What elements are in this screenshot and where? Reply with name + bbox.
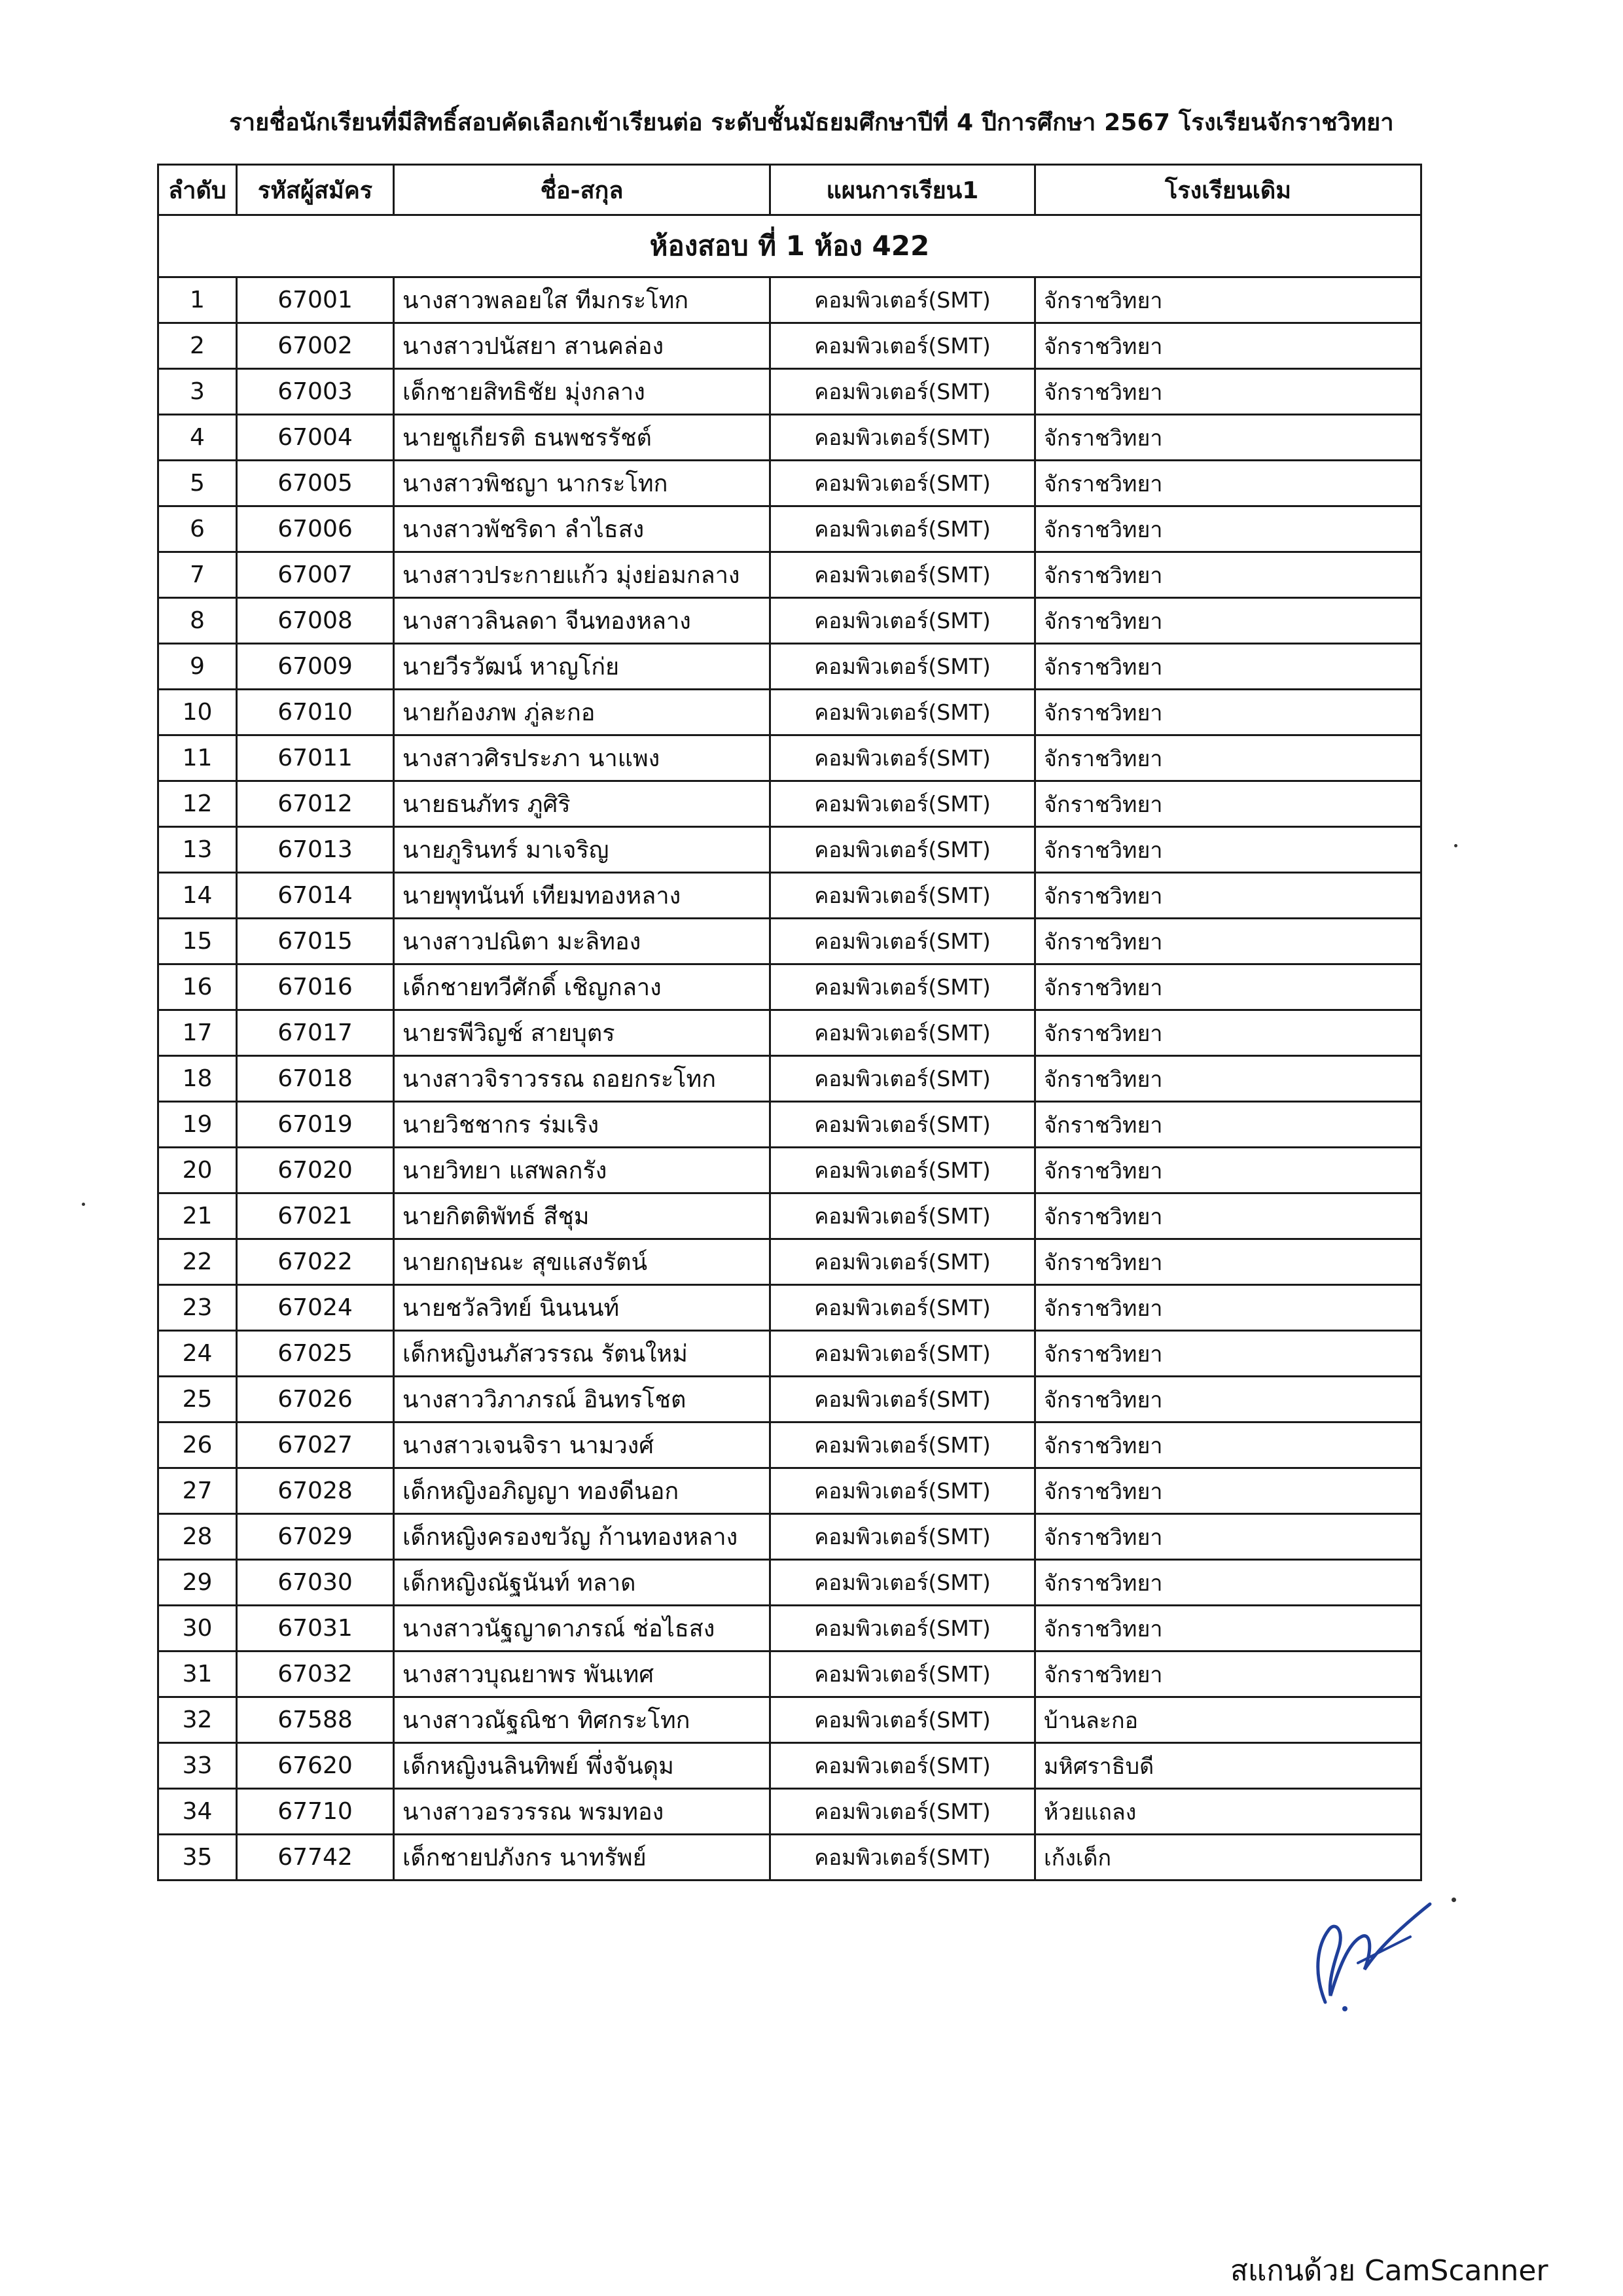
cell-plan: คอมพิวเตอร์(SMT) [770, 1377, 1035, 1422]
cell-code: 67029 [237, 1514, 394, 1560]
cell-school: จักราชวิทยา [1035, 919, 1421, 964]
cell-no: 15 [158, 919, 237, 964]
cell-name: เด็กหญิงอภิญญา ทองดีนอก [394, 1468, 770, 1514]
cell-school: จักราชวิทยา [1035, 827, 1421, 873]
cell-name: นายธนภัทร ภูศิริ [394, 781, 770, 827]
cell-no: 35 [158, 1835, 237, 1881]
table-row [158, 644, 1421, 690]
cell-code: 67027 [237, 1422, 394, 1468]
cell-code: 67025 [237, 1331, 394, 1377]
cell-school: จักราชวิทยา [1035, 1377, 1421, 1422]
cell-name: นายรพีวิญช์ สายบุตร [394, 1010, 770, 1056]
cell-code: 67588 [237, 1697, 394, 1743]
cell-plan: คอมพิวเตอร์(SMT) [770, 506, 1035, 552]
cell-school: จักราชวิทยา [1035, 1514, 1421, 1560]
cell-name: นางสาวพลอยใส ทีมกระโทก [394, 277, 770, 323]
cell-code: 67032 [237, 1651, 394, 1697]
table-row [158, 277, 1421, 323]
cell-code: 67016 [237, 964, 394, 1010]
cell-school: จักราชวิทยา [1035, 323, 1421, 369]
cell-plan: คอมพิวเตอร์(SMT) [770, 598, 1035, 644]
scan-speck [1452, 1898, 1456, 1902]
cell-code: 67013 [237, 827, 394, 873]
cell-name: นางสาวปนัสยา สานคล่อง [394, 323, 770, 369]
cell-school: จักราชวิทยา [1035, 1606, 1421, 1651]
table-row [158, 690, 1421, 735]
cell-name: นายกฤษณะ สุขแสงรัตน์ [394, 1239, 770, 1285]
cell-name: เด็กชายทวีศักดิ์ เชิญกลาง [394, 964, 770, 1010]
cell-code: 67012 [237, 781, 394, 827]
cell-no: 6 [158, 506, 237, 552]
cell-plan: คอมพิวเตอร์(SMT) [770, 690, 1035, 735]
cell-no: 13 [158, 827, 237, 873]
cell-name: เด็กหญิงครองขวัญ ก้านทองหลาง [394, 1514, 770, 1560]
table-row [158, 415, 1421, 461]
cell-school: จักราชวิทยา [1035, 1010, 1421, 1056]
cell-name: นายก้องภพ ภู่ละกอ [394, 690, 770, 735]
cell-no: 23 [158, 1285, 237, 1331]
header-row [158, 165, 1421, 215]
cell-no: 21 [158, 1193, 237, 1239]
cell-school: จักราชวิทยา [1035, 1331, 1421, 1377]
cell-plan: คอมพิวเตอร์(SMT) [770, 1651, 1035, 1697]
table-row [158, 461, 1421, 506]
cell-no: 12 [158, 781, 237, 827]
cell-plan: คอมพิวเตอร์(SMT) [770, 1239, 1035, 1285]
table-body [158, 277, 1421, 1881]
table-row [158, 873, 1421, 919]
cell-plan: คอมพิวเตอร์(SMT) [770, 461, 1035, 506]
cell-code: 67028 [237, 1468, 394, 1514]
cell-code: 67007 [237, 552, 394, 598]
cell-school: จักราชวิทยา [1035, 1193, 1421, 1239]
cell-name: นางสาวประกายแก้ว มุ่งย่อมกลาง [394, 552, 770, 598]
cell-plan: คอมพิวเตอร์(SMT) [770, 1010, 1035, 1056]
cell-plan: คอมพิวเตอร์(SMT) [770, 735, 1035, 781]
cell-school: จักราชวิทยา [1035, 1056, 1421, 1102]
table-row [158, 1560, 1421, 1606]
student-roster-table [157, 164, 1422, 1881]
cell-no: 11 [158, 735, 237, 781]
table-row [158, 1468, 1421, 1514]
cell-no: 16 [158, 964, 237, 1010]
room-row [158, 215, 1421, 277]
cell-school: จักราชวิทยา [1035, 277, 1421, 323]
cell-name: นายชวัลวิทย์ นินนนท์ [394, 1285, 770, 1331]
cell-name: นายวิทยา แสพลกรัง [394, 1148, 770, 1193]
cell-code: 67026 [237, 1377, 394, 1422]
cell-name: นายวีรวัฒน์ หาญโก่ย [394, 644, 770, 690]
table-row [158, 781, 1421, 827]
cell-no: 27 [158, 1468, 237, 1514]
cell-code: 67006 [237, 506, 394, 552]
cell-code: 67031 [237, 1606, 394, 1651]
cell-plan: คอมพิวเตอร์(SMT) [770, 1422, 1035, 1468]
cell-code: 67022 [237, 1239, 394, 1285]
cell-code: 67015 [237, 919, 394, 964]
cell-code: 67620 [237, 1743, 394, 1789]
document-title: รายชื่อนักเรียนที่มีสิทธิ์สอบคัดเลือกเข้าเรียนต่อ ระดับชั้นมัธยมศึกษาปีที่ 4 ปีการศึกษา 2567 โรงเรียนจักราชวิทยา [229, 109, 1394, 136]
cell-code: 67018 [237, 1056, 394, 1102]
cell-no: 1 [158, 277, 237, 323]
table-row [158, 1651, 1421, 1697]
cell-code: 67001 [237, 277, 394, 323]
cell-no: 30 [158, 1606, 237, 1651]
column-header-school: โรงเรียนเดิม [1035, 165, 1421, 215]
cell-no: 25 [158, 1377, 237, 1422]
cell-school: จักราชวิทยา [1035, 1422, 1421, 1468]
cell-school: จักราชวิทยา [1035, 369, 1421, 415]
cell-name: นายวิชชากร ร่มเริง [394, 1102, 770, 1148]
table-row [158, 1743, 1421, 1789]
cell-plan: คอมพิวเตอร์(SMT) [770, 1789, 1035, 1835]
cell-plan: คอมพิวเตอร์(SMT) [770, 873, 1035, 919]
cell-name: นายชูเกียรติ ธนพชรรัชต์ [394, 415, 770, 461]
cell-code: 67030 [237, 1560, 394, 1606]
cell-school: จักราชวิทยา [1035, 1285, 1421, 1331]
cell-plan: คอมพิวเตอร์(SMT) [770, 964, 1035, 1010]
table-row [158, 1056, 1421, 1102]
cell-no: 17 [158, 1010, 237, 1056]
cell-no: 7 [158, 552, 237, 598]
cell-school: จักราชวิทยา [1035, 598, 1421, 644]
cell-school: จักราชวิทยา [1035, 735, 1421, 781]
cell-plan: คอมพิวเตอร์(SMT) [770, 1606, 1035, 1651]
cell-no: 29 [158, 1560, 237, 1606]
cell-name: นางสาวพิชญา นากระโทก [394, 461, 770, 506]
cell-plan: คอมพิวเตอร์(SMT) [770, 552, 1035, 598]
cell-no: 32 [158, 1697, 237, 1743]
table-row [158, 827, 1421, 873]
cell-no: 22 [158, 1239, 237, 1285]
cell-no: 31 [158, 1651, 237, 1697]
cell-name: นางสาวอรวรรณ พรมทอง [394, 1789, 770, 1835]
cell-code: 67009 [237, 644, 394, 690]
cell-plan: คอมพิวเตอร์(SMT) [770, 1835, 1035, 1881]
cell-code: 67021 [237, 1193, 394, 1239]
cell-plan: คอมพิวเตอร์(SMT) [770, 1468, 1035, 1514]
table-row [158, 1697, 1421, 1743]
cell-school: บ้านละกอ [1035, 1697, 1421, 1743]
cell-school: จักราชวิทยา [1035, 873, 1421, 919]
cell-school: จักราชวิทยา [1035, 1468, 1421, 1514]
cell-no: 2 [158, 323, 237, 369]
table-row [158, 1514, 1421, 1560]
cell-plan: คอมพิวเตอร์(SMT) [770, 781, 1035, 827]
cell-name: เด็กชายปภังกร นาทรัพย์ [394, 1835, 770, 1881]
cell-plan: คอมพิวเตอร์(SMT) [770, 1697, 1035, 1743]
table-row [158, 1835, 1421, 1881]
cell-school: จักราชวิทยา [1035, 644, 1421, 690]
cell-name: นางสาวลินลดา จีนทองหลาง [394, 598, 770, 644]
cell-name: เด็กหญิงณัฐนันท์ ทลาด [394, 1560, 770, 1606]
cell-school: จักราชวิทยา [1035, 1651, 1421, 1697]
cell-plan: คอมพิวเตอร์(SMT) [770, 644, 1035, 690]
cell-plan: คอมพิวเตอร์(SMT) [770, 1514, 1035, 1560]
scanner-watermark: สแกนด้วย CamScanner [1230, 2254, 1548, 2287]
cell-name: นางสาวจิราวรรณ ถอยกระโทก [394, 1056, 770, 1102]
cell-name: นางสาวณัฐณิชา ทิศกระโทก [394, 1697, 770, 1743]
cell-code: 67014 [237, 873, 394, 919]
cell-name: นายภูรินทร์ มาเจริญ [394, 827, 770, 873]
cell-school: จักราชวิทยา [1035, 552, 1421, 598]
table-row [158, 1331, 1421, 1377]
cell-school: จักราชวิทยา [1035, 1560, 1421, 1606]
table-row [158, 1789, 1421, 1835]
table-row [158, 1422, 1421, 1468]
table-row [158, 1285, 1421, 1331]
cell-plan: คอมพิวเตอร์(SMT) [770, 827, 1035, 873]
column-header-no: ลำดับ [158, 165, 237, 215]
cell-code: 67017 [237, 1010, 394, 1056]
column-header-name: ชื่อ-สกุล [394, 165, 770, 215]
cell-no: 33 [158, 1743, 237, 1789]
cell-school: จักราชวิทยา [1035, 781, 1421, 827]
cell-plan: คอมพิวเตอร์(SMT) [770, 1743, 1035, 1789]
cell-name: นางสาวปณิตา มะลิทอง [394, 919, 770, 964]
cell-plan: คอมพิวเตอร์(SMT) [770, 1560, 1035, 1606]
cell-code: 67710 [237, 1789, 394, 1835]
cell-no: 19 [158, 1102, 237, 1148]
cell-code: 67019 [237, 1102, 394, 1148]
cell-school: จักราชวิทยา [1035, 415, 1421, 461]
cell-plan: คอมพิวเตอร์(SMT) [770, 1148, 1035, 1193]
table-row [158, 369, 1421, 415]
cell-code: 67010 [237, 690, 394, 735]
cell-no: 34 [158, 1789, 237, 1835]
cell-no: 18 [158, 1056, 237, 1102]
column-header-code: รหัสผู้สมัคร [237, 165, 394, 215]
cell-code: 67005 [237, 461, 394, 506]
cell-plan: คอมพิวเตอร์(SMT) [770, 1102, 1035, 1148]
cell-name: นางสาวนัฐญาดาภรณ์ ช่อไธสง [394, 1606, 770, 1651]
cell-plan: คอมพิวเตอร์(SMT) [770, 919, 1035, 964]
cell-plan: คอมพิวเตอร์(SMT) [770, 415, 1035, 461]
table-row [158, 1239, 1421, 1285]
room-heading: ห้องสอบ ที่ 1 ห้อง 422 [158, 215, 1421, 277]
cell-code: 67002 [237, 323, 394, 369]
cell-code: 67024 [237, 1285, 394, 1331]
cell-name: นายพุทนันท์ เทียมทองหลาง [394, 873, 770, 919]
cell-name: นายกิตติพัทธ์ สีชุม [394, 1193, 770, 1239]
cell-school: จักราชวิทยา [1035, 1102, 1421, 1148]
cell-code: 67004 [237, 415, 394, 461]
table-row [158, 598, 1421, 644]
cell-code: 67008 [237, 598, 394, 644]
cell-school: จักราชวิทยา [1035, 690, 1421, 735]
table-row [158, 323, 1421, 369]
cell-school: จักราชวิทยา [1035, 1148, 1421, 1193]
table-row [158, 1377, 1421, 1422]
cell-code: 67011 [237, 735, 394, 781]
table-row [158, 1193, 1421, 1239]
cell-school: จักราชวิทยา [1035, 506, 1421, 552]
cell-plan: คอมพิวเตอร์(SMT) [770, 323, 1035, 369]
cell-name: เด็กหญิงนภัสวรรณ รัตนใหม่ [394, 1331, 770, 1377]
cell-plan: คอมพิวเตอร์(SMT) [770, 369, 1035, 415]
cell-plan: คอมพิวเตอร์(SMT) [770, 1331, 1035, 1377]
cell-code: 67020 [237, 1148, 394, 1193]
cell-name: เด็กชายสิทธิชัย มุ่งกลาง [394, 369, 770, 415]
cell-no: 3 [158, 369, 237, 415]
table-row [158, 506, 1421, 552]
cell-name: นางสาวพัชริดา ลำไธสง [394, 506, 770, 552]
cell-name: นางสาวบุณยาพร พันเทศ [394, 1651, 770, 1697]
column-header-plan: แผนการเรียน1 [770, 165, 1035, 215]
cell-code: 67003 [237, 369, 394, 415]
cell-no: 8 [158, 598, 237, 644]
cell-no: 14 [158, 873, 237, 919]
cell-plan: คอมพิวเตอร์(SMT) [770, 1056, 1035, 1102]
cell-school: จักราชวิทยา [1035, 461, 1421, 506]
scan-speck [1454, 844, 1457, 847]
cell-plan: คอมพิวเตอร์(SMT) [770, 277, 1035, 323]
cell-no: 20 [158, 1148, 237, 1193]
cell-no: 26 [158, 1422, 237, 1468]
cell-name: นางสาวเจนจิรา นามวงศ์ [394, 1422, 770, 1468]
cell-no: 9 [158, 644, 237, 690]
cell-name: นางสาววิภาภรณ์ อินทรโชต [394, 1377, 770, 1422]
table-row [158, 735, 1421, 781]
cell-no: 28 [158, 1514, 237, 1560]
cell-school: มหิศราธิบดี [1035, 1743, 1421, 1789]
scan-speck [82, 1203, 85, 1206]
cell-name: เด็กหญิงนลินทิพย์ พึ่งจันดุม [394, 1743, 770, 1789]
table-row [158, 1102, 1421, 1148]
cell-no: 5 [158, 461, 237, 506]
cell-plan: คอมพิวเตอร์(SMT) [770, 1285, 1035, 1331]
table-row [158, 964, 1421, 1010]
signature-image [1299, 1891, 1450, 2022]
table-row [158, 1606, 1421, 1651]
cell-no: 4 [158, 415, 237, 461]
cell-no: 10 [158, 690, 237, 735]
table-row [158, 1010, 1421, 1056]
cell-name: นางสาวศิรประภา นาแพง [394, 735, 770, 781]
cell-plan: คอมพิวเตอร์(SMT) [770, 1193, 1035, 1239]
cell-code: 67742 [237, 1835, 394, 1881]
table-row [158, 919, 1421, 964]
table-row [158, 1148, 1421, 1193]
cell-school: เก้งเด็ก [1035, 1835, 1421, 1881]
cell-school: ห้วยแถลง [1035, 1789, 1421, 1835]
cell-school: จักราชวิทยา [1035, 1239, 1421, 1285]
cell-no: 24 [158, 1331, 237, 1377]
cell-school: จักราชวิทยา [1035, 964, 1421, 1010]
table-row [158, 552, 1421, 598]
